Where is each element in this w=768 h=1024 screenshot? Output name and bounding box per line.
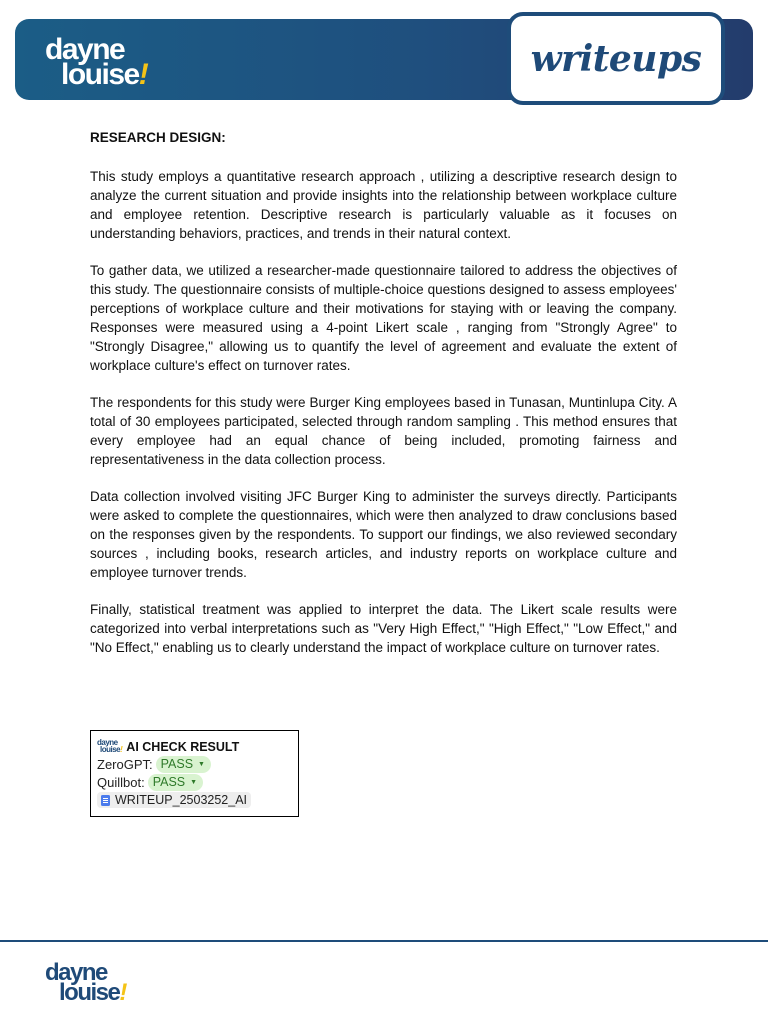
mini-logo: dayne louise!	[97, 738, 123, 754]
section-heading: RESEARCH DESIGN:	[90, 130, 226, 145]
document-icon	[101, 795, 110, 806]
writeups-brand-text: writeups	[530, 37, 702, 80]
quillbot-status-chip[interactable]: PASS ▼	[148, 774, 203, 791]
dayne-louise-logo	[45, 33, 148, 91]
zerogpt-label: ZeroGPT:	[97, 757, 153, 773]
ai-check-card	[90, 730, 299, 817]
paragraph-5: Finally, statistical treatment was applied to interpret the data. The Likert scale results were categorized into verbal interpretations such as "Very High Effect," "High Effect," "Low Effect," and "No Effect," enabling us to clearly understand the impact of workplace culture on turnover rates.	[90, 602, 677, 655]
footer-logo-exclamation: !	[119, 978, 126, 1006]
footer-divider	[0, 940, 768, 942]
paragraph-3: The respondents for this study were Burger King employees based in Tunasan, Muntinlupa City. A total of 30 employees participated, selected through random sampling . This method ensures that every employee had an equal chance of being included, promoting fairness and representativeness in the data collection process.	[90, 395, 677, 467]
quillbot-label: Quillbot:	[97, 774, 145, 790]
chevron-down-icon: ▼	[190, 778, 198, 786]
paragraph-2: To gather data, we utilized a researcher-made questionnaire tailored to address the objectives of this study. The questionnaire consists of multiple-choice questions designed to assess employees' perceptions of workplace culture and their motivations for staying with or leaving the company. Responses were measured using a 4-point Likert scale , ranging from "Strongly Agree" to "Strongly Disagree," allowing us to quantify the level of agreement and evaluate the extent of workplace culture's effect on turnover rates.	[90, 263, 677, 373]
logo-exclamation: !	[138, 57, 148, 91]
chevron-down-icon: ▼	[198, 761, 205, 769]
footer-logo-line-2: louise	[59, 978, 120, 1006]
document-id: WRITEUP_2503252_AI	[115, 793, 248, 808]
document-body	[90, 128, 677, 675]
paragraph-4: Data collection involved visiting JFC Burger King to administer the surveys directly. Participants were asked to complete the questionnaires, which were then analyzed to draw conclusions based on the responses given by the respondents. To support our findings, we also reviewed secondary sources , including books, research articles, and industry reports on workplace culture and employee turnover trends.	[90, 489, 677, 580]
document-link-chip[interactable]	[97, 792, 251, 808]
logo-line-1: dayne	[45, 33, 125, 66]
writeups-badge	[507, 12, 725, 105]
footer-logo	[45, 959, 126, 1006]
paragraph-1: This study employs a quantitative research approach , utilizing a descriptive research design to analyze the current situation and provide insights into the relationship between workplace culture and employee retention. Descriptive research is particularly valuable as it focuses on understanding behaviors, practices, and trends in their natural context.	[90, 169, 677, 241]
zerogpt-status-chip[interactable]: PASS ▼	[156, 756, 211, 773]
logo-line-2: louise	[61, 57, 139, 91]
ai-check-title: AI CHECK RESULT	[126, 739, 240, 754]
footer-logo-line-1: dayne	[45, 959, 107, 986]
